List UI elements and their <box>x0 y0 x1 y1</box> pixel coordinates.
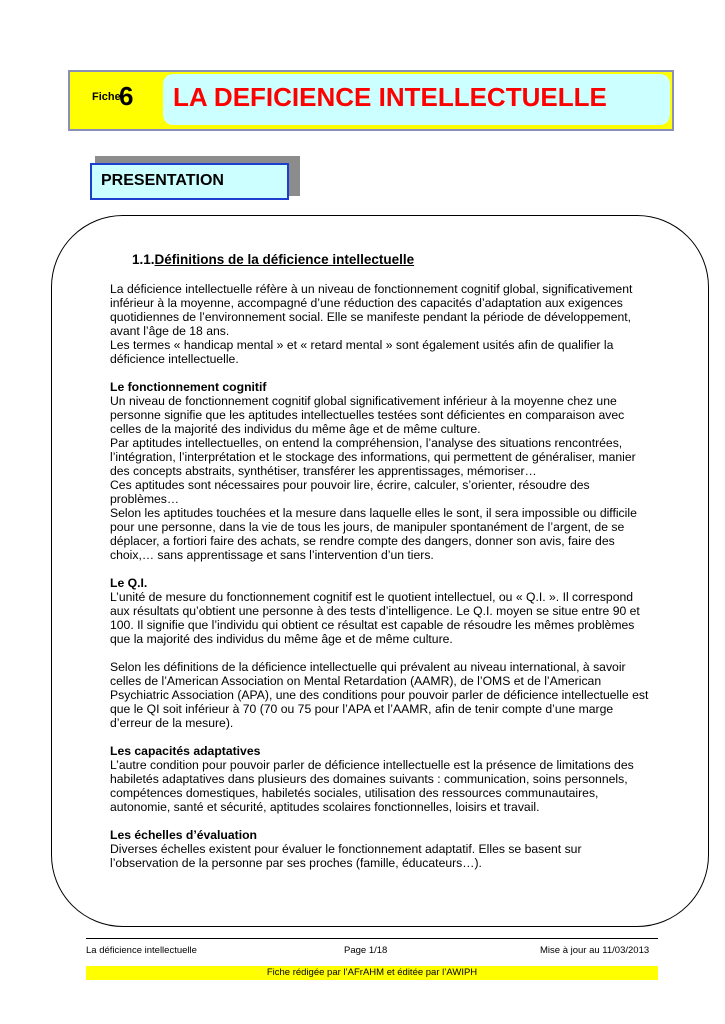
heading-echelles: Les échelles d’évaluation <box>110 828 257 842</box>
page-title: LA DEFICIENCE INTELLECTUELLE <box>173 82 607 112</box>
footer-credit: Fiche rédigée par l’AFrAHM et éditée par l’AWIPH <box>86 966 658 980</box>
fonctionnement-paragraph: Ces aptitudes sont nécessaires pour pouvoir lire, écrire, calculer, s’orienter, résoudre des problèmes… <box>110 478 590 506</box>
intro-paragraph: Les termes « handicap mental » et « retard mental » sont également usités afin de qualifier la déficience intellectuelle. <box>110 338 614 366</box>
fiche-label: Fiche <box>92 91 121 103</box>
intro-paragraph: La déficience intellectuelle réfère à un niveau de fonctionnement cognitif global, significativement inférieur à la moyenne, accompagné d’une réduction des capacités d’adaptation aux exigences quotidiennes de l’environnement social. Elle se manifeste pendant la période de développement, avant l’âge de 18 ans. <box>110 282 633 338</box>
footer-rule <box>86 938 658 939</box>
section-title: PRESENTATION <box>101 172 224 189</box>
subsection-heading <box>132 252 414 267</box>
footer-document-title: La déficience intellectuelle <box>86 945 197 956</box>
fonctionnement-paragraph: Un niveau de fonctionnement cognitif global significativement inférieur à la moyenne chez une personne signifie que les aptitudes intellectuelles testées sont déficientes en comparaison avec celles de la majorité des individus du même âge et de même culture. <box>110 394 625 436</box>
capacites-paragraph: L’autre condition pour pouvoir parler de déficience intellectuelle est la présence de limitations des habiletés adaptatives dans plusieurs des domaines suivants : communication, soins personnels, compétences domestiques, habiletés sociales, utilisation des ressources communautaires, autonomie, santé et sécurité, aptitudes scolaires fonctionnelles, loisirs et travail. <box>110 758 634 814</box>
fiche-number: 6 <box>119 81 134 111</box>
body-text <box>110 282 650 870</box>
footer-update-date: Mise à jour au 11/03/2013 <box>540 945 650 956</box>
footer-page-number: Page 1/18 <box>344 945 388 956</box>
heading-capacites: Les capacités adaptatives <box>110 744 261 758</box>
qi-paragraph: Selon les définitions de la déficience intellectuelle qui prévalent au niveau international, à savoir celles de l’American Association on Mental Retardation (AAMR), de l’OMS et de l’American Psychiatric Association (APA), une des conditions pour pouvoir parler de déficience intellectuelle est que le QI soit inférieur à 70 (70 ou 75 pour l’APA et l’AAMR, afin de tenir compte d’une marge d’erreur de la mesure). <box>110 660 649 730</box>
fonctionnement-paragraph: Selon les aptitudes touchées et la mesure dans laquelle elles le sont, il sera impossible ou difficile pour une personne, dans la vie de tous les jours, de manipuler spontanément de l’argent, de se déplacer, a fortiori faire des achats, se rendre compte des dangers, donner son avis, faire des choix,… sans apprentissage et sans l’intervention d’un tiers. <box>110 506 637 562</box>
subsection-number: 1.1. <box>132 252 155 267</box>
subsection-title: Définitions de la déficience intellectuelle <box>154 252 415 267</box>
heading-fonctionnement: Le fonctionnement cognitif <box>110 380 267 394</box>
qi-paragraph: L’unité de mesure du fonctionnement cognitif est le quotient intellectuel, ou « Q.I. ». Il correspond aux résultats qu’obtient une personne à des tests d’intelligence. Le Q.I. moyen se situe entre 90 et 100. Il signifie que l’individu qui obtient ce résultat est capable de résoudre les mêmes problèmes que la majorité des individus du même âge et de même culture. <box>110 590 640 646</box>
fonctionnement-paragraph: Par aptitudes intellectuelles, on entend la compréhension, l’analyse des situations rencontrées, l’intégration, l’interprétation et le stockage des informations, qui permettent de généraliser, manier des concepts abstraits, synthétiser, transférer les apprentissages, mémoriser… <box>110 436 636 478</box>
echelles-paragraph: Diverses échelles existent pour évaluer le fonctionnement adaptatif. Elles se basent sur l’observation de la personne par ses proches (famille, éducateurs…). <box>110 842 582 870</box>
heading-qi: Le Q.I. <box>110 576 148 590</box>
